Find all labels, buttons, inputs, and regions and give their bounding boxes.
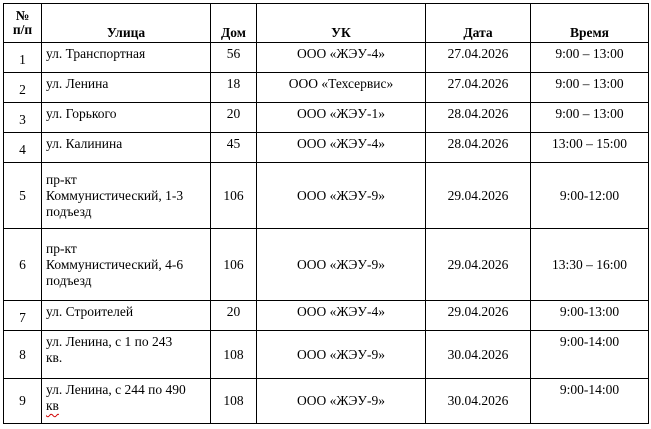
header-date: Дата xyxy=(426,4,531,43)
row-date: 28.04.2026 xyxy=(426,103,531,133)
row-house: 56 xyxy=(211,43,257,73)
row-uk: ООО «ЖЭУ-1» xyxy=(257,103,426,133)
header-num xyxy=(4,4,42,43)
schedule-table xyxy=(3,3,649,424)
row-num: 3 xyxy=(4,103,42,133)
row-street: пр-кт Коммунистический, 4-6 подъезд xyxy=(42,229,211,301)
row-time: 9:00 – 13:00 xyxy=(531,103,649,133)
row-house: 20 xyxy=(211,301,257,331)
table-row xyxy=(4,301,649,331)
row-house: 45 xyxy=(211,133,257,163)
table-row xyxy=(4,133,649,163)
row-time: 9:00 – 13:00 xyxy=(531,73,649,103)
row-house: 108 xyxy=(211,331,257,379)
row-house: 20 xyxy=(211,103,257,133)
row-num: 6 xyxy=(4,229,42,301)
table-row xyxy=(4,229,649,301)
row-num: 9 xyxy=(4,379,42,424)
row-street: ул. Ленина xyxy=(42,73,211,103)
row-house: 106 xyxy=(211,163,257,229)
row-num: 8 xyxy=(4,331,42,379)
row-date: 29.04.2026 xyxy=(426,229,531,301)
row-street-line2: кв xyxy=(46,398,59,413)
header-row xyxy=(4,4,649,43)
row-time: 13:30 – 16:00 xyxy=(531,229,649,301)
row-uk: ООО «ЖЭУ-4» xyxy=(257,301,426,331)
row-uk: ООО «ЖЭУ-9» xyxy=(257,229,426,301)
row-uk: ООО «ЖЭУ-4» xyxy=(257,43,426,73)
table-row xyxy=(4,379,649,424)
row-street: ул. Строителей xyxy=(42,301,211,331)
row-street: ул. Калинина xyxy=(42,133,211,163)
table-row xyxy=(4,163,649,229)
row-num: 7 xyxy=(4,301,42,331)
row-house: 106 xyxy=(211,229,257,301)
header-house: Дом xyxy=(211,4,257,43)
table-row xyxy=(4,103,649,133)
row-date: 30.04.2026 xyxy=(426,379,531,424)
row-house: 108 xyxy=(211,379,257,424)
row-uk: ООО «ЖЭУ-4» xyxy=(257,133,426,163)
table-row xyxy=(4,331,649,379)
header-street: Улица xyxy=(42,4,211,43)
row-time: 9:00-14:00 xyxy=(531,379,649,424)
row-time: 9:00-14:00 xyxy=(531,331,649,379)
row-time: 9:00 – 13:00 xyxy=(531,43,649,73)
row-date: 27.04.2026 xyxy=(426,73,531,103)
header-num-label: п/п xyxy=(12,21,33,37)
row-time: 13:00 – 15:00 xyxy=(531,133,649,163)
table-row xyxy=(4,73,649,103)
header-uk: УК xyxy=(257,4,426,43)
row-num: 4 xyxy=(4,133,42,163)
row-date: 29.04.2026 xyxy=(426,301,531,331)
row-street: ул. Транспортная xyxy=(42,43,211,73)
row-uk: ООО «ЖЭУ-9» xyxy=(257,331,426,379)
row-house: 18 xyxy=(211,73,257,103)
row-uk: ООО «ЖЭУ-9» xyxy=(257,163,426,229)
row-street: пр-кт Коммунистический, 1-3 подъезд xyxy=(42,163,211,229)
row-date: 27.04.2026 xyxy=(426,43,531,73)
row-street xyxy=(42,379,211,424)
row-time: 9:00-13:00 xyxy=(531,301,649,331)
row-date: 28.04.2026 xyxy=(426,133,531,163)
row-num: 1 xyxy=(4,43,42,73)
row-uk: ООО «Техсервис» xyxy=(257,73,426,103)
table-row xyxy=(4,43,649,73)
row-street: ул. Ленина, с 1 по 243 кв. xyxy=(42,331,211,379)
header-time: Время xyxy=(531,4,649,43)
row-uk: ООО «ЖЭУ-9» xyxy=(257,379,426,424)
row-date: 29.04.2026 xyxy=(426,163,531,229)
row-num: 2 xyxy=(4,73,42,103)
row-date: 30.04.2026 xyxy=(426,331,531,379)
row-street: ул. Горького xyxy=(42,103,211,133)
header-num-symbol: № xyxy=(15,7,30,23)
row-street-line1: ул. Ленина, с 244 по 490 xyxy=(46,382,186,397)
row-time: 9:00-12:00 xyxy=(531,163,649,229)
row-num: 5 xyxy=(4,163,42,229)
